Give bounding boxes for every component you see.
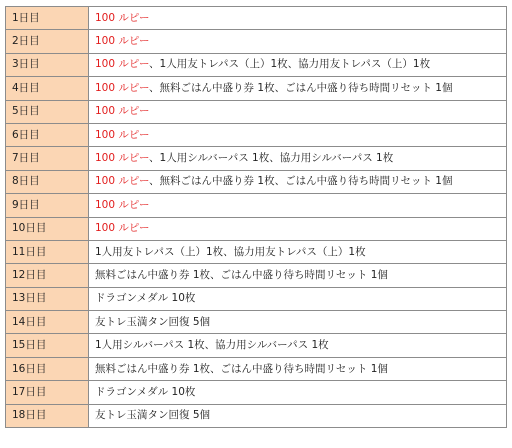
day-label: 8日目 — [6, 170, 89, 193]
item-reward-text: ドラゴンメダル 10枚 — [95, 385, 196, 398]
reward-cell — [89, 404, 507, 427]
day-label: 17日目 — [6, 381, 89, 404]
reward-cell — [89, 7, 507, 30]
table-row — [6, 264, 507, 287]
item-reward-text: 、1人用友トレパス（上）1枚、協力用友トレパス（上）1枚 — [149, 58, 431, 71]
table-row — [6, 287, 507, 310]
day-label: 13日目 — [6, 287, 89, 310]
table-row — [6, 357, 507, 380]
reward-cell — [89, 334, 507, 357]
day-label: 16日目 — [6, 357, 89, 380]
table-row — [6, 217, 507, 240]
reward-cell — [89, 217, 507, 240]
table-row — [6, 100, 507, 123]
day-label: 7日目 — [6, 147, 89, 170]
table-row — [6, 77, 507, 100]
day-label: 10日目 — [6, 217, 89, 240]
item-reward-text: ドラゴンメダル 10枚 — [95, 292, 196, 305]
item-reward-text: 、無料ごはん中盛り券 1枚、ごはん中盛り待ち時間リセット 1個 — [149, 81, 453, 94]
item-reward-text: 無料ごはん中盛り券 1枚、ごはん中盛り待ち時間リセット 1個 — [95, 362, 388, 375]
rupee-reward-text: 100 ルピー — [95, 11, 150, 24]
day-label: 2日目 — [6, 30, 89, 53]
rupee-reward-text: 100 ルピー — [95, 222, 150, 235]
reward-cell — [89, 264, 507, 287]
item-reward-text: 1人用シルバーパス 1枚、協力用シルバーパス 1枚 — [95, 339, 329, 352]
reward-cell — [89, 357, 507, 380]
item-reward-text: 1人用友トレパス（上）1枚、協力用友トレパス（上）1枚 — [95, 245, 366, 258]
rupee-reward-text: 100 ルピー — [95, 58, 150, 71]
day-label: 11日目 — [6, 240, 89, 263]
rupee-reward-text: 100 ルピー — [95, 81, 150, 94]
reward-cell — [89, 30, 507, 53]
table-row — [6, 334, 507, 357]
reward-cell — [89, 123, 507, 146]
table-row — [6, 7, 507, 30]
reward-cell — [89, 77, 507, 100]
reward-cell — [89, 53, 507, 76]
rupee-reward-text: 100 ルピー — [95, 35, 150, 48]
table-row — [6, 404, 507, 427]
day-label: 9日目 — [6, 194, 89, 217]
item-reward-text: 、無料ごはん中盛り券 1枚、ごはん中盛り待ち時間リセット 1個 — [149, 175, 453, 188]
day-label: 5日目 — [6, 100, 89, 123]
table-row — [6, 147, 507, 170]
item-reward-text: 友トレ玉満タン回復 5個 — [95, 409, 211, 422]
login-bonus-table — [5, 6, 507, 428]
rupee-reward-text: 100 ルピー — [95, 198, 150, 211]
table-row — [6, 194, 507, 217]
item-reward-text: 友トレ玉満タン回復 5個 — [95, 315, 211, 328]
day-label: 4日目 — [6, 77, 89, 100]
day-label: 18日目 — [6, 404, 89, 427]
reward-cell — [89, 170, 507, 193]
reward-cell — [89, 240, 507, 263]
reward-cell — [89, 287, 507, 310]
rupee-reward-text: 100 ルピー — [95, 152, 150, 165]
day-label: 6日目 — [6, 123, 89, 146]
day-label: 1日目 — [6, 7, 89, 30]
day-label: 14日目 — [6, 311, 89, 334]
reward-cell — [89, 311, 507, 334]
rupee-reward-text: 100 ルピー — [95, 105, 150, 118]
table-row — [6, 53, 507, 76]
item-reward-text: 無料ごはん中盛り券 1枚、ごはん中盛り待ち時間リセット 1個 — [95, 268, 388, 281]
table-row — [6, 381, 507, 404]
login-bonus-table-body — [6, 7, 507, 428]
reward-cell — [89, 381, 507, 404]
table-row — [6, 170, 507, 193]
day-label: 3日目 — [6, 53, 89, 76]
rupee-reward-text: 100 ルピー — [95, 175, 150, 188]
reward-cell — [89, 100, 507, 123]
rupee-reward-text: 100 ルピー — [95, 128, 150, 141]
reward-cell — [89, 194, 507, 217]
table-row — [6, 311, 507, 334]
table-row — [6, 123, 507, 146]
table-row — [6, 30, 507, 53]
table-row — [6, 240, 507, 263]
day-label: 15日目 — [6, 334, 89, 357]
day-label: 12日目 — [6, 264, 89, 287]
reward-cell — [89, 147, 507, 170]
item-reward-text: 、1人用シルバーパス 1枚、協力用シルバーパス 1枚 — [149, 152, 394, 165]
